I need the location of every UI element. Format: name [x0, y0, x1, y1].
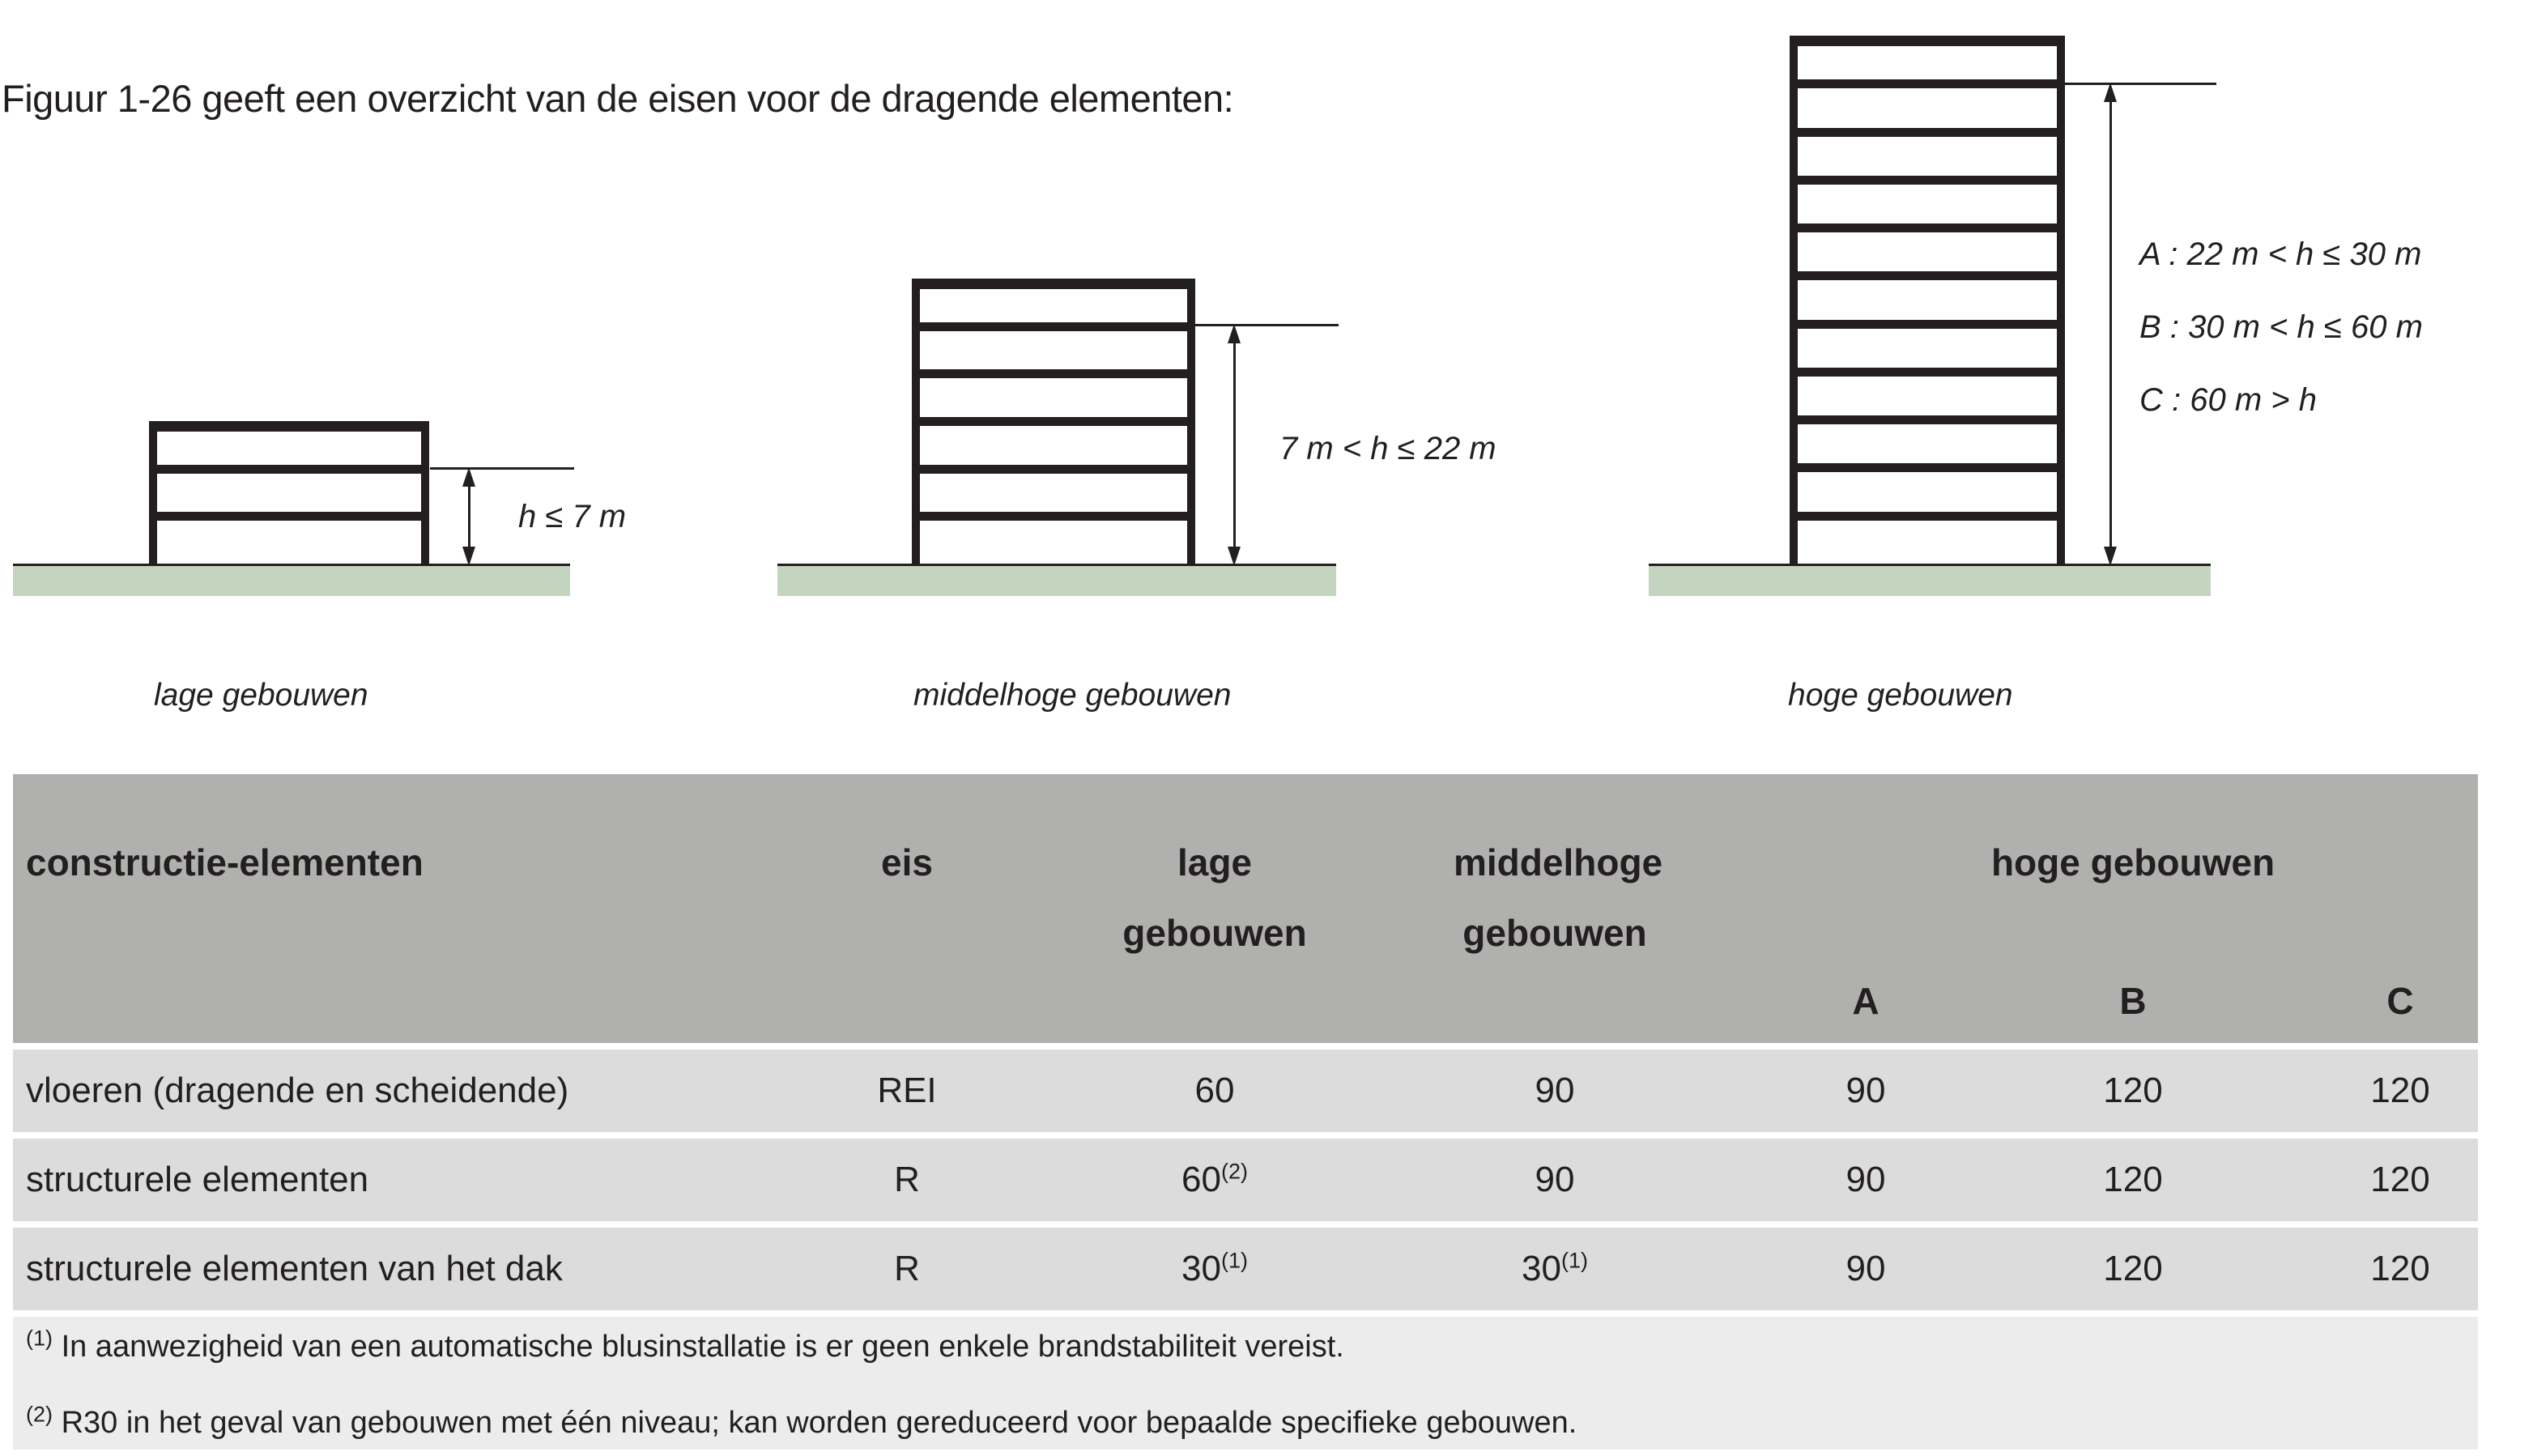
cell-middelhoge: 90: [1535, 1071, 1575, 1110]
col-header-hoge-gebouwen: hoge gebouwen: [1990, 841, 2275, 883]
floor-slab-line: [912, 512, 1195, 521]
col-header-lage-line2: gebouwen: [1122, 912, 1307, 954]
table-header: [13, 774, 2478, 1043]
cell-eis: R: [894, 1160, 920, 1199]
cell-b: 120: [2103, 1249, 2163, 1288]
col-header-constructie-elementen: constructie-elementen: [26, 841, 424, 883]
footnote-marker: (2): [26, 1402, 53, 1427]
height-dim-label-high-c: C : 60 m > h: [2139, 382, 2317, 418]
sub-col-header-b: B: [2119, 980, 2147, 1022]
roof-slab: [1790, 36, 2065, 46]
cell-b: 120: [2103, 1071, 2163, 1110]
roof-slab: [149, 421, 429, 432]
ground-strip-high: [1649, 564, 2211, 596]
ground-strip-middle: [777, 564, 1336, 596]
cell-b: 120: [2103, 1160, 2163, 1199]
col-header-middelhoge-line2: gebouwen: [1462, 912, 1647, 954]
cell-c: 120: [2370, 1071, 2430, 1110]
footnote-line: [26, 1404, 1577, 1441]
height-dim-label-high-a: A : 22 m < h ≤ 30 m: [2139, 236, 2422, 272]
arrow-line: [2109, 89, 2112, 560]
table-row: [13, 1049, 2478, 1132]
height-ref-line-middle: [1194, 324, 1339, 326]
cell-element: vloeren (dragende en scheidende): [26, 1071, 569, 1110]
left-column: [1790, 36, 1798, 564]
arrow-down-icon: [1228, 547, 1241, 566]
cell-middelhoge: 30$^{(1)}$: [1522, 1248, 1588, 1288]
floor-slab-line: [1790, 512, 2065, 521]
height-ref-line-low: [430, 467, 574, 470]
roof-slab: [912, 279, 1195, 289]
figure-caption: Figuur 1-26 geeft een overzicht van de eisen voor de dragende elementen:: [2, 77, 1234, 120]
sub-col-header-a: A: [1852, 980, 1880, 1022]
floor-slab-line: [1790, 79, 2065, 88]
table-row: [13, 1228, 2478, 1310]
cell-a: 90: [1845, 1160, 1886, 1199]
floor-slab-line: [1790, 271, 2065, 280]
ground-strip-low: [13, 564, 570, 596]
building-label-middle: middelhoge gebouwen: [913, 678, 1232, 713]
cell-c: 120: [2370, 1249, 2430, 1288]
arrow-down-icon: [462, 547, 475, 566]
col-header-middelhoge-line1: middelhoge: [1454, 841, 1663, 883]
arrow-down-icon: [2104, 547, 2117, 566]
height-dim-label-high-b: B : 30 m < h ≤ 60 m: [2139, 309, 2423, 345]
left-column: [149, 421, 157, 564]
height-arrow-high: [2104, 83, 2117, 566]
col-header-eis: eis: [881, 841, 933, 883]
height-dim-label-low: h ≤ 7 m: [518, 499, 627, 534]
height-ref-line-high: [2064, 83, 2216, 85]
cell-eis: R: [894, 1249, 920, 1288]
footnote-ref: (2): [1220, 1159, 1248, 1184]
cell-element: structurele elementen van het dak: [26, 1249, 563, 1288]
arrow-line: [1233, 330, 1236, 560]
floor-slab-line: [1790, 128, 2065, 137]
floor-slab-line: [1790, 463, 2065, 472]
floor-slab-line: [149, 512, 429, 521]
floor-slab-line: [912, 465, 1195, 474]
building-middle: [912, 279, 1195, 564]
floor-slab-line: [912, 417, 1195, 426]
col-header-lage-line1: lage: [1177, 841, 1253, 883]
floor-slab-line: [912, 322, 1195, 331]
footnote-text: In aanwezigheid van een automatische blusinstallatie is er geen enkele brandstabiliteit vereist.: [61, 1330, 1344, 1364]
building-high: [1790, 36, 2065, 564]
footnote-ref: (1): [1560, 1248, 1588, 1273]
footnote-text: R30 in het geval van gebouwen met één niveau; kan worden gereduceerd voor bepaalde specifieke gebouwen.: [61, 1406, 1577, 1440]
floor-slab-line: [1790, 176, 2065, 185]
cell-lage: 60$^{(2)}$: [1181, 1159, 1248, 1199]
cell-lage: 30$^{(1)}$: [1181, 1248, 1248, 1288]
footnote-line: [26, 1328, 1344, 1365]
sub-col-header-c: C: [2386, 980, 2414, 1022]
footnote-marker: (1): [26, 1326, 53, 1351]
floor-slab-line: [1790, 320, 2065, 329]
footnote-ref: (1): [1220, 1248, 1248, 1273]
floor-slab-line: [912, 369, 1195, 378]
floor-slab-line: [1790, 415, 2065, 424]
building-low: [149, 421, 429, 564]
table-row: [13, 1139, 2478, 1221]
cell-eis: REI: [877, 1071, 937, 1110]
building-label-high: hoge gebouwen: [1788, 678, 2013, 713]
cell-c: 120: [2370, 1160, 2430, 1199]
building-label-low: lage gebouwen: [154, 678, 368, 713]
floor-slab-line: [149, 465, 429, 474]
cell-middelhoge: 90: [1535, 1160, 1575, 1199]
cell-a: 90: [1845, 1249, 1886, 1288]
floor-slab-line: [1790, 224, 2065, 232]
right-column: [421, 421, 429, 564]
height-arrow-low: [462, 467, 475, 566]
floor-slab-line: [1790, 368, 2065, 377]
right-column: [2057, 36, 2065, 564]
cell-a: 90: [1845, 1071, 1886, 1110]
cell-element: structurele elementen: [26, 1160, 369, 1199]
height-arrow-middle: [1228, 324, 1241, 566]
height-dim-label-middle: 7 m < h ≤ 22 m: [1279, 431, 1496, 466]
table-footnotes: [13, 1317, 2478, 1450]
cell-lage: 60: [1194, 1071, 1235, 1110]
